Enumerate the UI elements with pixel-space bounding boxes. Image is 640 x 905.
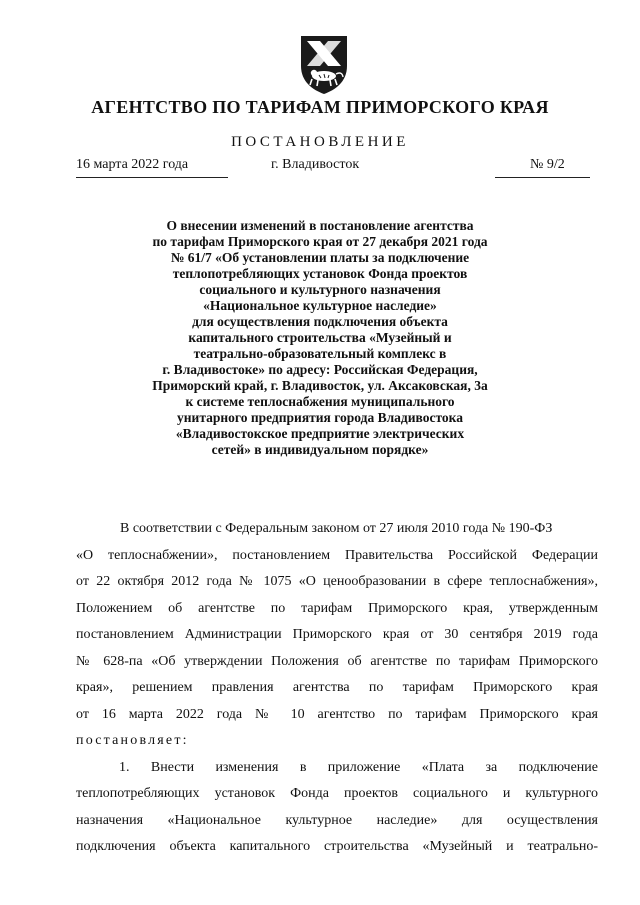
document-type: ПОСТАНОВЛЕНИЕ: [231, 134, 409, 150]
title-line: Приморский край, г. Владивосток, ул. Аксаковская, 3а: [152, 378, 488, 393]
document-city: г. Владивосток: [271, 157, 360, 172]
document-number: № 9/2: [530, 157, 565, 172]
resolution-body: [76, 516, 598, 861]
number-underline: [495, 177, 590, 178]
title-line: г. Владивостоке» по адресу: Российская Федерация,: [162, 362, 478, 377]
title-line: театрально-образовательный комплекс в: [193, 346, 447, 361]
coat-of-arms-icon: [297, 32, 351, 96]
body-line: от 22 октября 2012 года № 1075 «О ценообразовании в сфере теплоснабжения»,: [76, 574, 598, 589]
clause-1: 1. Внести изменения в приложение «Плата за подключение: [119, 759, 598, 775]
title-line: сетей» в индивидуальном порядке»: [211, 442, 429, 457]
title-line: для осуществления подключения объекта: [192, 314, 448, 329]
body-line: Положением об агентстве по тарифам Приморского края, утвержденным: [76, 600, 598, 616]
body-line: В соответствии с Федеральным законом от 27 июля 2010 года № 190-ФЗ: [120, 521, 553, 536]
title-line: О внесении изменений в постановление агентства: [166, 218, 474, 233]
body-line: теплопотребляющих установок Фонда проектов социального и культурного: [76, 786, 598, 801]
title-line: социального и культурного назначения: [199, 282, 441, 297]
resolves-word: постановляет:: [76, 733, 189, 748]
body-line: назначения «Национальное культурное наследие» для осуществления: [76, 812, 598, 828]
resolution-title: [0, 218, 640, 458]
title-line: теплопотребляющих установок Фонда проектов: [172, 266, 468, 281]
body-line: № 628-па «Об утверждении Положения об агентстве по тарифам Приморского: [76, 653, 598, 669]
title-line: к системе теплоснабжения муниципального: [185, 394, 455, 409]
title-line: № 61/7 «Об установлении платы за подключение: [170, 250, 470, 265]
title-line: унитарного предприятия города Владивостока: [177, 410, 463, 425]
body-line: края», решением правления агентства по тарифам Приморского края: [76, 680, 598, 695]
title-line: «Национальное культурное наследие»: [203, 298, 437, 313]
agency-name: АГЕНТСТВО ПО ТАРИФАМ ПРИМОРСКОГО КРАЯ: [91, 97, 549, 117]
title-line: по тарифам Приморского края от 27 декабря 2021 года: [152, 234, 488, 249]
body-line: постановлением Администрации Приморского края от 30 сентября 2019 года: [76, 627, 598, 642]
document-date: 16 марта 2022 года: [76, 157, 189, 172]
body-line: подключения объекта капитального строительства «Музейный и театрально-: [76, 839, 598, 854]
body-line: от 16 марта 2022 года № 10 агентство по тарифам Приморского края: [76, 706, 598, 722]
date-underline: [76, 177, 228, 178]
title-line: «Владивостокское предприятие электрических: [175, 426, 465, 441]
title-line: капитального строительства «Музейный и: [188, 330, 452, 345]
body-line: «О теплоснабжении», постановлением Правительства Российской Федерации: [76, 547, 598, 563]
